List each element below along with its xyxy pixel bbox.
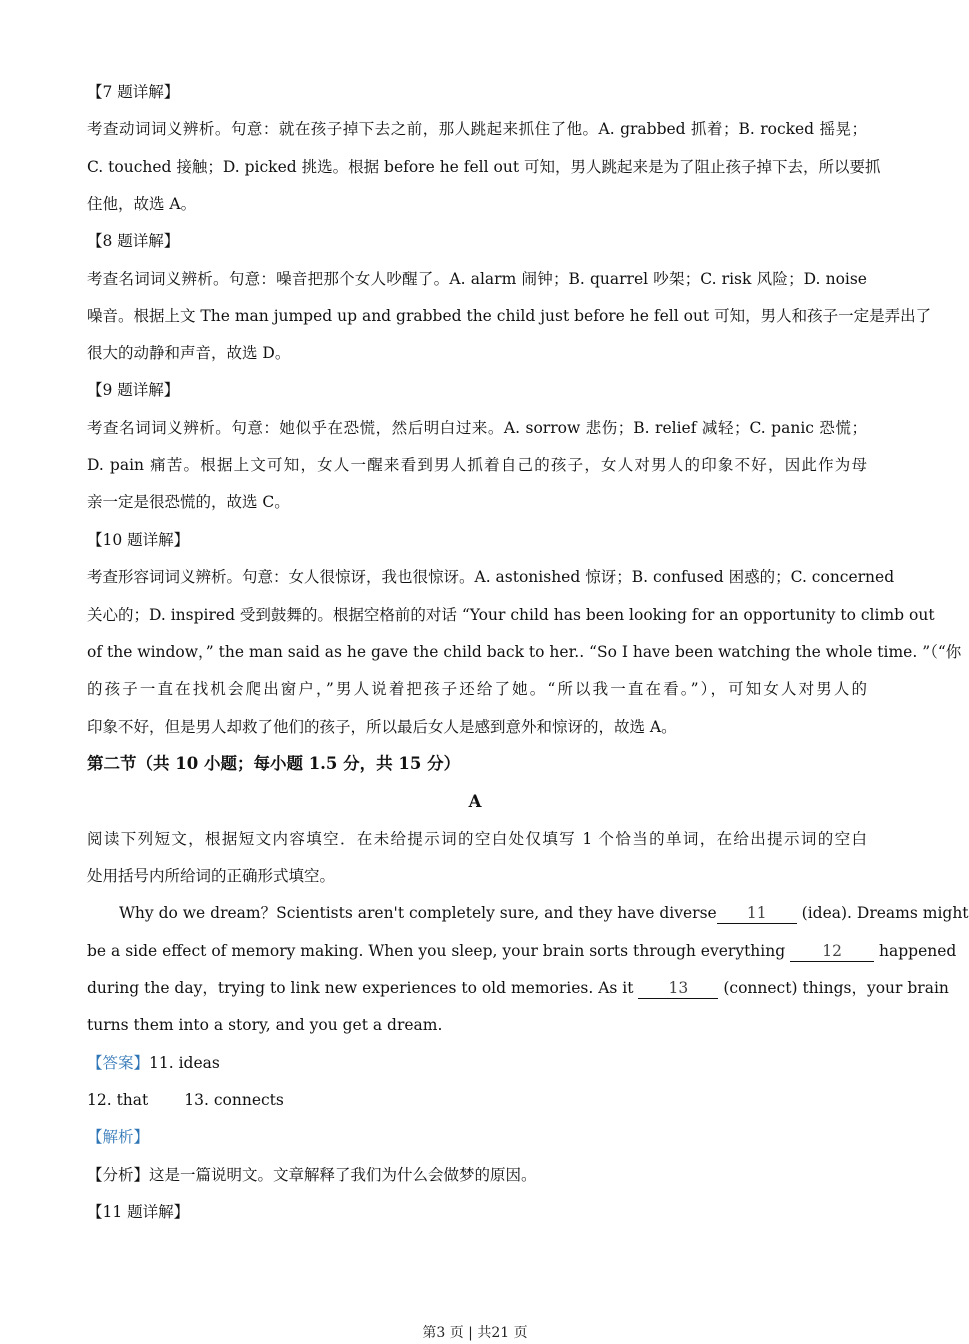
- q7-line-2: C. touched 接触；D. picked 挑选。根据 before he fell out 可知，男人跳起来是为了阻止孩子掉下去，所以要抓: [87, 158, 881, 176]
- q7-line-1: 考查动词词义辨析。句意：就在孩子掉下去之前，那人跳起来抓住了他。A. grabbed 抓着；B. rocked 摇晃；: [87, 120, 867, 138]
- analysis-label: 【解析】: [87, 1128, 150, 1146]
- answer-11: 11. ideas: [149, 1054, 220, 1072]
- q9-line-2: D. pain 痛苦。根据上文可知，女人一醒来看到男人抓着自己的孩子，女人对男人的印象不好，因此作为母: [87, 456, 867, 474]
- instructions-line-2: 处用括号内所给词的正确形式填空。: [87, 867, 336, 885]
- q10-line-3: of the window，” the man said as he gave the child back to her.. “So I have been watching the whole time. ”（“你: [87, 643, 962, 661]
- q9-line-1: 考查名词词义辨析。句意：她似乎在恐慌，然后明白过来。A. sorrow 悲伤；B. relief 减轻；C. panic 恐慌；: [87, 419, 867, 437]
- answer-12: 12. that: [87, 1091, 149, 1109]
- q8-line-3: 很大的动静和声音，故选 D。: [87, 344, 291, 362]
- part-label: A: [468, 792, 482, 811]
- passage-text: be a side effect of memory making. When you sleep, your brain sorts through everything: [87, 942, 786, 960]
- page-footer: 第3 页 | 共21 页: [422, 1325, 528, 1341]
- passage-text: during the day，trying to link new experiences to old memories. As it: [87, 979, 634, 997]
- q10-line-5: 印象不好，但是男人却救了他们的孩子，所以最后女人是感到意外和惊讶的，故选 A。: [87, 718, 677, 736]
- answer-line-2: [87, 1088, 867, 1112]
- section-title: 第二节（共 10 小题；每小题 1.5 分，共 15 分）: [87, 754, 461, 773]
- blank-13[interactable]: 13: [638, 978, 718, 999]
- blank-12[interactable]: 12: [790, 941, 874, 962]
- passage-line-4: turns them into a story, and you get a dream.: [87, 1016, 443, 1034]
- q9-heading: 【9 题详解】: [87, 381, 180, 399]
- q8-heading: 【8 题详解】: [87, 232, 180, 250]
- q9-line-3: 亲一定是很恐慌的，故选 C。: [87, 493, 290, 511]
- q8-line-2: 噪音。根据上文 The man jumped up and grabbed the child just before he fell out 可知，男人和孩子一定是弄出了: [87, 307, 932, 325]
- passage-text: (connect) things，your brain: [723, 979, 949, 997]
- q10-line-4: 的孩子一直在找机会爬出窗户，”男人说着把孩子还给了她。“所以我一直在看。”），可知女人对男人的: [87, 680, 867, 698]
- passage-line-2: [87, 939, 957, 963]
- analysis-summary: 【分析】这是一篇说明文。文章解释了我们为什么会做梦的原因。: [87, 1166, 537, 1184]
- blank-11[interactable]: 11: [717, 903, 797, 924]
- passage-line-3: [87, 976, 949, 1000]
- q10-line-2: 关心的；D. inspired 受到鼓舞的。根据空格前的对话 “Your child has been looking for an opportunity to climb out: [87, 606, 935, 624]
- q10-heading: 【10 题详解】: [87, 531, 190, 549]
- q11-heading: 【11 题详解】: [87, 1203, 190, 1221]
- passage-text: Why do we dream？Scientists aren't completely sure, and they have diverse: [119, 904, 717, 922]
- q10-line-1: 考查形容词词义辨析。句意：女人很惊讶，我也很惊讶。A. astonished 惊讶；B. confused 困惑的；C. concerned: [87, 568, 895, 586]
- answer-label: 【答案】: [87, 1054, 150, 1072]
- q8-line-1: 考查名词词义辨析。句意：噪音把那个女人吵醒了。A. alarm 闹钟；B. quarrel 吵架；C. risk 风险；D. noise: [87, 270, 867, 288]
- passage-text: happened: [879, 942, 957, 960]
- q7-line-3: 住他，故选 A。: [87, 195, 197, 213]
- answer-line: [87, 1051, 867, 1075]
- instructions-line-1: 阅读下列短文，根据短文内容填空．在未给提示词的空白处仅填写 1 个恰当的单词，在给出提示词的空白: [87, 830, 867, 848]
- passage-line-1: [119, 901, 969, 925]
- answer-13: 13. connects: [184, 1091, 284, 1109]
- passage-text: (idea). Dreams might: [801, 904, 969, 922]
- q7-heading: 【7 题详解】: [87, 83, 180, 101]
